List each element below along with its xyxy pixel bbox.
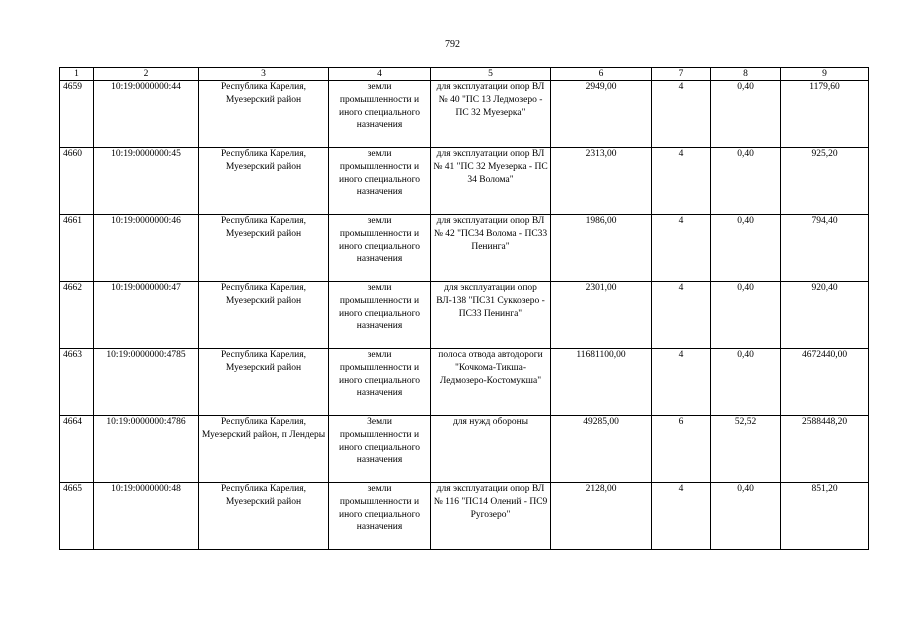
location-cell: Республика Карелия, Муезерский район <box>199 483 329 550</box>
row-number-cell: 4660 <box>60 148 94 215</box>
header-cell: 2 <box>94 68 199 81</box>
column-7-cell: 4 <box>652 81 711 148</box>
cadastral-number-cell: 10:19:0000000:48 <box>94 483 199 550</box>
area-cell: 2949,00 <box>551 81 652 148</box>
land-category-cell: земли промышленности и иного специального назначения <box>329 349 431 416</box>
row-number-cell: 4663 <box>60 349 94 416</box>
table-row <box>60 349 869 416</box>
land-category-cell: Земли промышленности и иного специального назначения <box>329 416 431 483</box>
table-row <box>60 81 869 148</box>
column-7-cell: 6 <box>652 416 711 483</box>
header-cell: 5 <box>431 68 551 81</box>
permitted-use-cell: для эксплуатации опор ВЛ-138 "ПС31 Суккозеро - ПС33 Пенинга" <box>431 282 551 349</box>
table-row <box>60 282 869 349</box>
land-category-cell: земли промышленности и иного специального назначения <box>329 215 431 282</box>
table-row <box>60 416 869 483</box>
cadastral-number-cell: 10:19:0000000:47 <box>94 282 199 349</box>
land-category-cell: земли промышленности и иного специального назначения <box>329 148 431 215</box>
header-cell: 8 <box>711 68 781 81</box>
location-cell: Республика Карелия, Муезерский район <box>199 148 329 215</box>
land-category-cell: земли промышленности и иного специального назначения <box>329 81 431 148</box>
column-7-cell: 4 <box>652 215 711 282</box>
header-cell: 9 <box>781 68 869 81</box>
header-cell: 6 <box>551 68 652 81</box>
location-cell: Республика Карелия, Муезерский район <box>199 282 329 349</box>
area-cell: 1986,00 <box>551 215 652 282</box>
page-number: 792 <box>445 39 460 50</box>
amount-cell: 794,40 <box>781 215 869 282</box>
area-cell: 2313,00 <box>551 148 652 215</box>
permitted-use-cell: для эксплуатации опор ВЛ № 41 "ПС 32 Муезерка - ПС 34 Волома" <box>431 148 551 215</box>
amount-cell: 1179,60 <box>781 81 869 148</box>
rate-cell: 0,40 <box>711 483 781 550</box>
rate-cell: 0,40 <box>711 215 781 282</box>
table-row <box>60 215 869 282</box>
cadastral-number-cell: 10:19:0000000:45 <box>94 148 199 215</box>
rate-cell: 52,52 <box>711 416 781 483</box>
table-row <box>60 483 869 550</box>
cadastral-number-cell: 10:19:0000000:4786 <box>94 416 199 483</box>
area-cell: 2128,00 <box>551 483 652 550</box>
row-number-cell: 4662 <box>60 282 94 349</box>
rate-cell: 0,40 <box>711 282 781 349</box>
location-cell: Республика Карелия, Муезерский район <box>199 81 329 148</box>
rate-cell: 0,40 <box>711 81 781 148</box>
cadastral-number-cell: 10:19:0000000:44 <box>94 81 199 148</box>
rate-cell: 0,40 <box>711 349 781 416</box>
amount-cell: 4672440,00 <box>781 349 869 416</box>
area-cell: 2301,00 <box>551 282 652 349</box>
land-category-cell: земли промышленности и иного специального назначения <box>329 483 431 550</box>
header-cell: 1 <box>60 68 94 81</box>
permitted-use-cell: для нужд обороны <box>431 416 551 483</box>
location-cell: Республика Карелия, Муезерский район <box>199 349 329 416</box>
area-cell: 49285,00 <box>551 416 652 483</box>
permitted-use-cell: для эксплуатации опор ВЛ № 116 "ПС14 Олений - ПС9 Ругозеро" <box>431 483 551 550</box>
header-cell: 7 <box>652 68 711 81</box>
row-number-cell: 4665 <box>60 483 94 550</box>
column-7-cell: 4 <box>652 148 711 215</box>
cadastral-number-cell: 10:19:0000000:4785 <box>94 349 199 416</box>
amount-cell: 2588448,20 <box>781 416 869 483</box>
row-number-cell: 4659 <box>60 81 94 148</box>
table-row <box>60 148 869 215</box>
amount-cell: 851,20 <box>781 483 869 550</box>
row-number-cell: 4664 <box>60 416 94 483</box>
land-category-cell: земли промышленности и иного специального назначения <box>329 282 431 349</box>
location-cell: Республика Карелия, Муезерский район <box>199 215 329 282</box>
amount-cell: 925,20 <box>781 148 869 215</box>
permitted-use-cell: для эксплуатации опор ВЛ № 40 "ПС 13 Ледмозеро - ПС 32 Муезерка" <box>431 81 551 148</box>
land-registry-table <box>59 67 869 550</box>
header-cell: 3 <box>199 68 329 81</box>
area-cell: 11681100,00 <box>551 349 652 416</box>
amount-cell: 920,40 <box>781 282 869 349</box>
header-row <box>60 68 869 81</box>
permitted-use-cell: полоса отвода автодороги "Кочкома-Тикша-Ледмозеро-Костомукша" <box>431 349 551 416</box>
header-cell: 4 <box>329 68 431 81</box>
permitted-use-cell: для эксплуатации опор ВЛ № 42 "ПС34 Волома - ПС33 Пенинга" <box>431 215 551 282</box>
location-cell: Республика Карелия, Муезерский район, п Лендеры <box>199 416 329 483</box>
rate-cell: 0,40 <box>711 148 781 215</box>
column-7-cell: 4 <box>652 282 711 349</box>
row-number-cell: 4661 <box>60 215 94 282</box>
column-7-cell: 4 <box>652 483 711 550</box>
cadastral-number-cell: 10:19:0000000:46 <box>94 215 199 282</box>
column-7-cell: 4 <box>652 349 711 416</box>
